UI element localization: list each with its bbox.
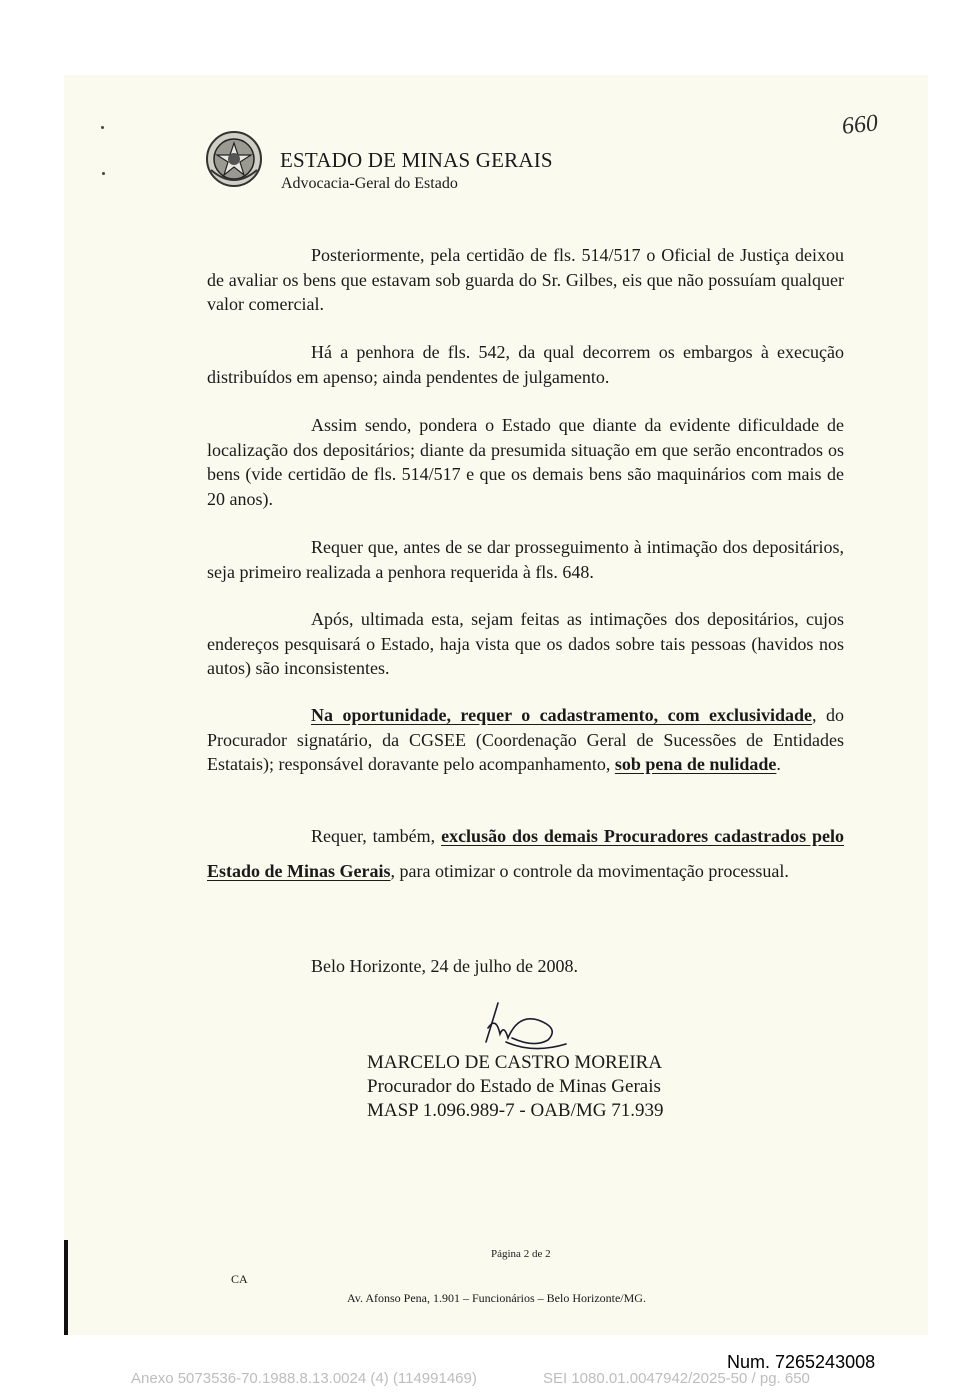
scan-speck	[102, 172, 105, 175]
author-initials: CA	[231, 1272, 248, 1286]
signer-role: Procurador do Estado de Minas Gerais	[367, 1076, 661, 1097]
annex-stamp: Anexo 5073536-70.1988.8.13.0024 (4) (114991469)	[131, 1370, 477, 1387]
scan-speck	[101, 126, 104, 129]
header-title: ESTADO DE MINAS GERAIS	[280, 148, 553, 172]
state-seal-icon	[205, 130, 263, 188]
emphasis-exclusion: exclusão dos demais Procuradores cadastrados pelo Estado de Minas Gerais	[207, 826, 844, 881]
paragraph-5: Após, ultimada esta, sejam feitas as intimações dos depositários, cujos endereços pesquisará o Estado, haja vista que os dados sobre tais pessoas (havidos nos autos) são inconsistentes.	[207, 609, 844, 678]
paragraph-2: Há a penhora de fls. 542, da qual decorrem os embargos à execução distribuídos em apenso; ainda pendentes de julgamento.	[207, 342, 844, 387]
paragraph-4: Requer que, antes de se dar prosseguimento à intimação dos depositários, seja primeiro realizada a penhora requerida à fls. 648.	[207, 537, 844, 582]
document-num-stamp: Num. 7265243008	[727, 1352, 876, 1372]
signer-name: MARCELO DE CASTRO MOREIRA	[367, 1052, 663, 1073]
paragraph-6	[207, 703, 844, 777]
paragraph-1: Posteriormente, pela certidão de fls. 514/517 o Oficial de Justiça deixou de avaliar os bens que estavam sob guarda do Sr. Gilbes, eis que não possuíam qualquer valor comercial.	[207, 245, 844, 314]
emphasis-nullity: sob pena de nulidade	[614, 754, 777, 774]
signer-ids: MASP 1.096.989-7 - OAB/MG 71.939	[367, 1100, 664, 1121]
page-number: Página 2 de 2	[491, 1248, 551, 1260]
header-subtitle: Advocacia-Geral do Estado	[281, 175, 458, 192]
handwritten-signature	[478, 998, 568, 1056]
footer-address: Av. Afonso Pena, 1.901 – Funcionários – Belo Horizonte/MG.	[347, 1291, 646, 1305]
scan-edge-mark	[64, 1240, 68, 1335]
paragraph-7-end: , para otimizar o controle da movimentação processual.	[390, 861, 789, 881]
paragraph-7	[207, 819, 844, 889]
paragraph-6-end: .	[776, 754, 781, 774]
folio-number: 660	[840, 110, 880, 140]
paragraph-6-text: , do Procurador signatário, da CGSEE (Coordenação Geral de Sucessões de Entidades Estatais); responsável doravante pelo acompanhamento,	[207, 705, 844, 774]
signature-block	[367, 1051, 663, 1123]
date-line: Belo Horizonte, 24 de julho de 2008.	[311, 956, 578, 976]
paragraph-7-start: Requer, também,	[311, 826, 442, 846]
paragraph-3: Assim sendo, pondera o Estado que diante da evidente dificuldade de localização dos depositários; diante da presumida situação em que serão encontrados os bens (vide certidão de fls. 514/517 e que os demais bens são maquinários com mais de 20 anos).	[207, 415, 844, 509]
sei-stamp: SEI 1080.01.0047942/2025-50 / pg. 650	[543, 1370, 810, 1387]
emphasis-registration: Na oportunidade, requer o cadastramento, com exclusividade	[311, 705, 813, 725]
